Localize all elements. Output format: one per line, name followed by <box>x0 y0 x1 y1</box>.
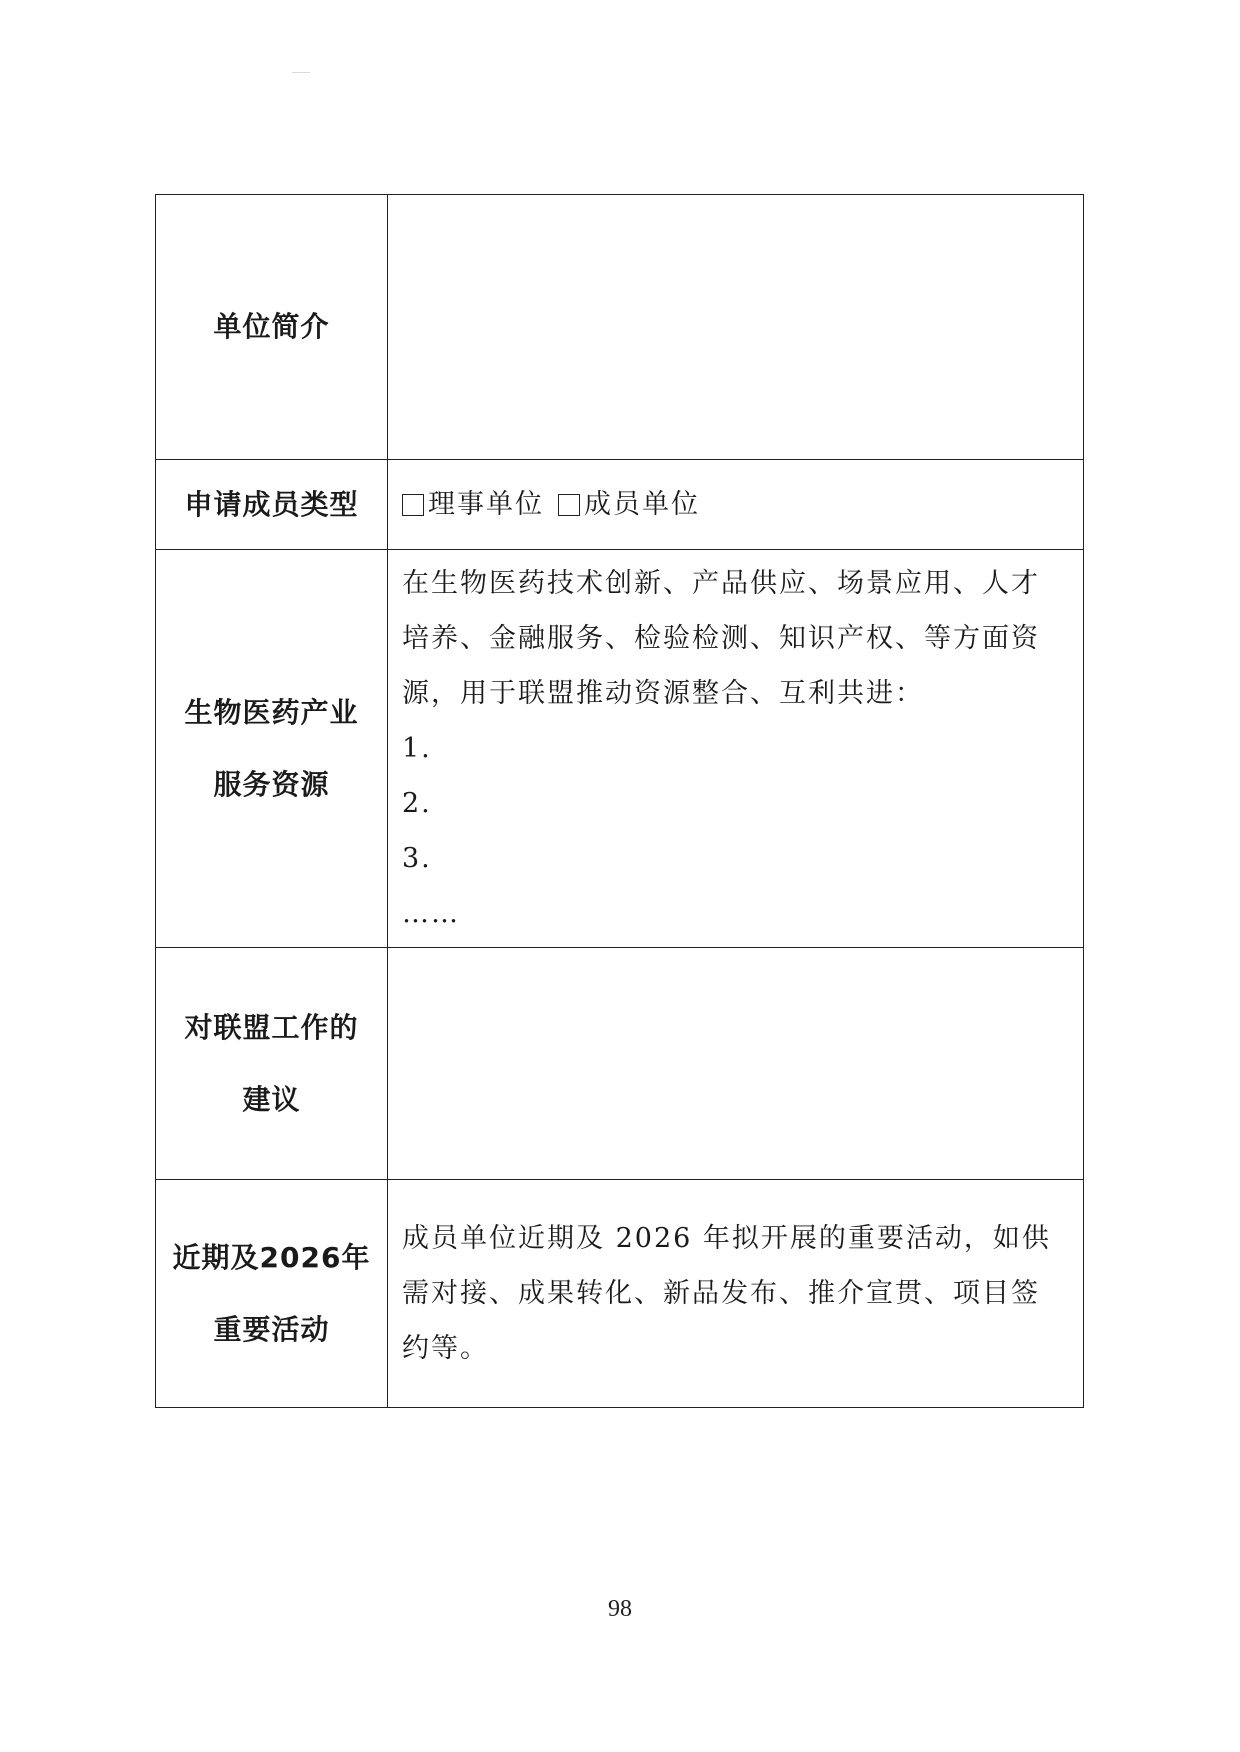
option-member-unit[interactable] <box>558 477 700 532</box>
list-item-3: 3. <box>402 843 432 874</box>
list-ellipsis: …… <box>402 898 460 929</box>
row-suggestions <box>156 948 1084 1180</box>
label-line: 生物医药产业 <box>184 695 359 729</box>
instruction-line: 成员单位近期及 2026 年拟开展的重要活动，如供 <box>402 1223 1051 1254</box>
option-label: 成员单位 <box>584 489 700 520</box>
label-unit-intro <box>156 195 388 460</box>
instruction-line: 约等。 <box>402 1333 489 1364</box>
list-item-2: 2. <box>402 788 432 819</box>
label-line: 重要活动 <box>213 1312 330 1346</box>
checkbox-member-unit[interactable] <box>558 494 580 516</box>
label-line: 建议 <box>242 1082 301 1116</box>
option-label: 理事单位 <box>428 489 544 520</box>
instruction-line: 需对接、成果转化、新品发布、推介宣贯、项目签 <box>402 1278 1040 1309</box>
page-number: 98 <box>608 1596 632 1622</box>
label-line: 申请成员类型 <box>184 487 359 521</box>
row-key-activities <box>156 1180 1084 1408</box>
checkbox-council-unit[interactable] <box>402 494 424 516</box>
row-service-resources <box>156 550 1084 948</box>
label-line: 近期及2026年 <box>172 1240 371 1274</box>
row-member-type <box>156 460 1084 550</box>
member-type-option-group <box>402 477 1069 532</box>
label-line: 对联盟工作的 <box>184 1010 359 1044</box>
unit-intro-field[interactable] <box>388 195 1084 460</box>
label-key-activities <box>156 1180 388 1408</box>
instruction-line: 培养、金融服务、检验检测、知识产权、等方面资 <box>402 623 1040 654</box>
label-member-type <box>156 460 388 550</box>
label-suggestions <box>156 948 388 1180</box>
option-council-unit[interactable] <box>402 477 544 532</box>
suggestions-field[interactable] <box>388 948 1084 1180</box>
member-type-options <box>388 460 1084 550</box>
label-service-resources <box>156 550 388 948</box>
list-item-1: 1. <box>402 733 432 764</box>
application-form-table <box>155 194 1084 1408</box>
instruction-line: 在生物医药技术创新、产品供应、场景应用、人才 <box>402 568 1040 599</box>
instruction-line: 源，用于联盟推动资源整合、互利共进： <box>402 678 924 709</box>
key-activities-field[interactable] <box>388 1180 1084 1408</box>
label-line: 服务资源 <box>213 767 330 801</box>
scan-mark <box>292 72 310 73</box>
service-resources-field[interactable] <box>388 550 1084 948</box>
label-line: 单位简介 <box>213 310 330 343</box>
row-unit-intro <box>156 195 1084 460</box>
